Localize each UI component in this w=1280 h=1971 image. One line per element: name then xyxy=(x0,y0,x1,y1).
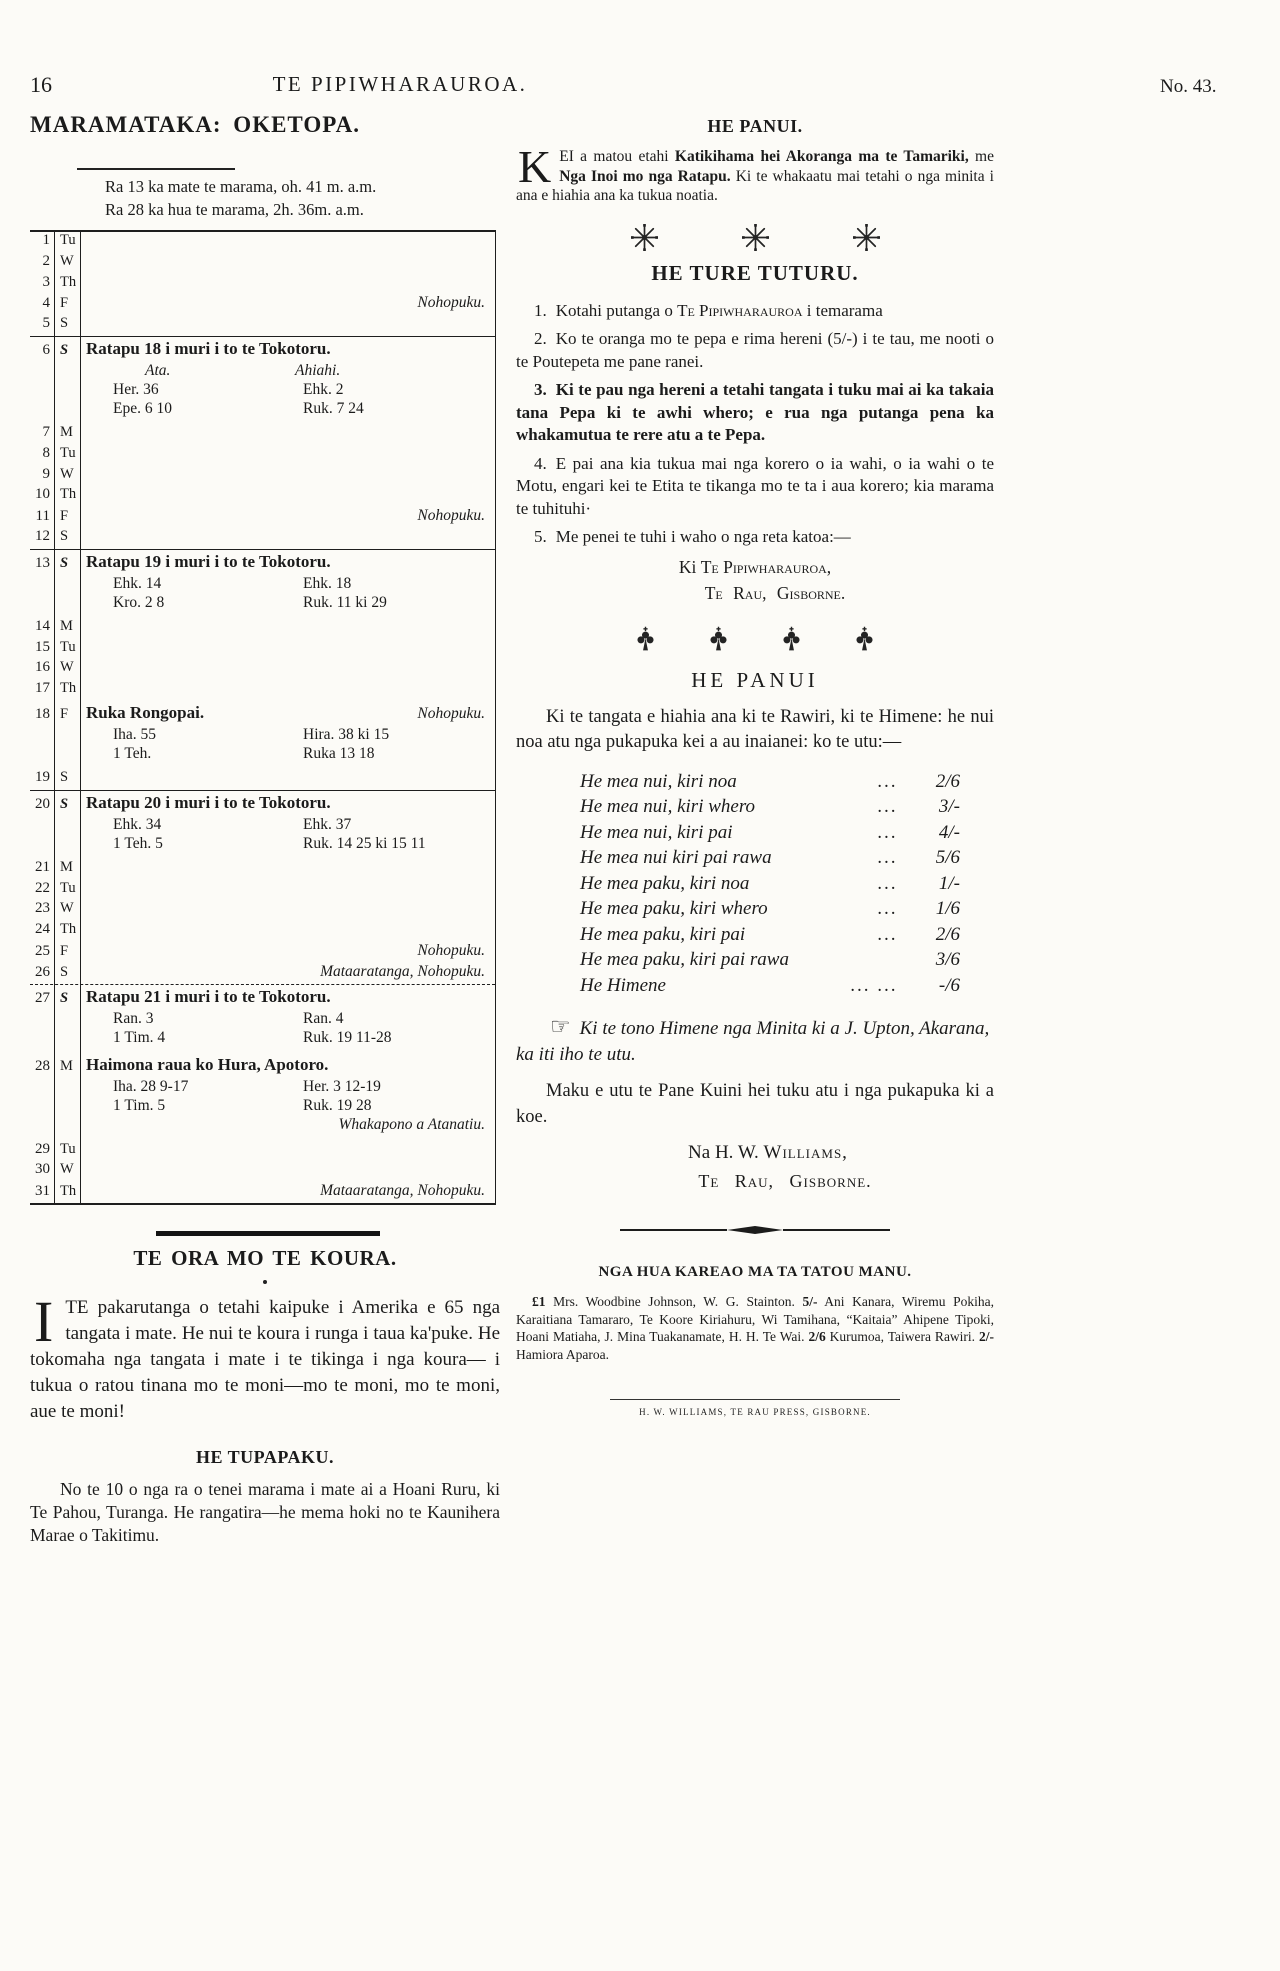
price-value: 3/6 xyxy=(935,949,960,970)
day-letter: W xyxy=(60,465,74,482)
dot-leader: ... ... xyxy=(850,974,898,996)
day-note: Nohopuku. xyxy=(417,704,485,722)
calendar-day-row xyxy=(30,274,495,295)
sunday-block-ratapu-19 xyxy=(30,550,495,618)
calendar-day-row xyxy=(30,942,495,963)
lesson-ref: Ehk. 37 xyxy=(303,815,352,833)
lesson-line xyxy=(30,575,495,594)
price-value: 1/- xyxy=(938,872,960,894)
divider-line xyxy=(620,1229,727,1231)
dot-leader: ... xyxy=(877,898,898,919)
sunday-title: Ratapu 18 i muri i to te Tokotoru. xyxy=(86,338,331,358)
calendar-day-row xyxy=(30,294,495,315)
calendar-day-row xyxy=(30,424,495,445)
day-number: 9 xyxy=(42,465,50,482)
kareao-heading: NGA HUA KAREAO MA TA TATOU MANU. xyxy=(598,1264,912,1280)
fleur-ornament-icon xyxy=(708,626,729,652)
calendar-day-row xyxy=(30,859,495,880)
price-row xyxy=(516,949,994,975)
table-vertical-rule xyxy=(80,232,81,1203)
rule-text: Ki te pau nga hereni a tetahi tangata i tuku mai ai ka takaia tana Pepa ki te awhi whero; e rua nga putanga pena ka whakamutua te rere atu a te Pepa. xyxy=(516,380,994,444)
sunday-title: Ratapu 20 i muri i to te Tokotoru. xyxy=(86,792,331,812)
panui-bold-text: Katikihama hei Akoranga ma te Tamariki, xyxy=(674,148,969,165)
postage-paragraph: Maku e utu te Pane Kuini hei tuku atu i nga pukapuka ki a koe. xyxy=(516,1081,994,1127)
rule-text-smallcaps: Te Pipiwharauroa xyxy=(677,300,803,320)
moon-divider-rule xyxy=(77,168,235,170)
lesson-line xyxy=(30,594,495,613)
moon-phase-line-2: Ra 28 ka hua te marama, 2h. 36m. a.m. xyxy=(105,200,364,219)
day-number: 6 xyxy=(42,341,50,358)
day-number: 10 xyxy=(35,486,50,503)
dot-leader: ... xyxy=(877,796,898,817)
item-number: 5. xyxy=(534,527,547,546)
item-number: 2. xyxy=(534,329,547,348)
lesson-ref: Her. 3 12-19 xyxy=(303,1077,381,1095)
calendar-day-row xyxy=(30,900,495,921)
sunday-head-row xyxy=(30,552,495,575)
calendar-week-4 xyxy=(30,790,495,984)
day-letter: S xyxy=(60,795,69,812)
rule-text: i temarama xyxy=(802,300,883,320)
note-text: Ki te tono Himene nga Minita ki a xyxy=(579,1018,845,1039)
item-number: 4. xyxy=(534,453,547,473)
day-letter: M xyxy=(60,858,73,875)
lesson-ref: Ruk. 19 28 xyxy=(303,1096,372,1114)
table-vertical-rule xyxy=(54,232,55,1203)
price-row xyxy=(516,847,994,873)
lesson-ref: Hira. 38 ki 15 xyxy=(303,725,390,743)
price-item-label: He Himene xyxy=(580,974,666,996)
pointing-hand-icon: ☞ xyxy=(550,1014,571,1039)
day-number: 29 xyxy=(35,1140,50,1157)
sunday-head-row xyxy=(30,339,495,362)
himene-discount-note xyxy=(516,1014,994,1068)
sunday-block-ratapu-21 xyxy=(30,985,495,1053)
day-letter: W xyxy=(60,900,74,917)
calendar-day-row xyxy=(30,1141,495,1162)
day-note: Mataaratanga, Nohopuku. xyxy=(320,962,485,980)
lesson-ref: 1 Tim. 4 xyxy=(113,1028,166,1046)
day-letter: Tu xyxy=(60,232,76,248)
panui-text: Ki te whakaatu mai tetahi o nga minita i ana e hiahia ana ka tukua noatia. xyxy=(516,167,994,204)
feast-block-haimona xyxy=(30,1053,495,1141)
donation-amount: 2/6 xyxy=(808,1329,826,1344)
right-column xyxy=(516,112,994,1417)
day-letter: S xyxy=(60,768,69,785)
day-letter: Th xyxy=(60,680,77,697)
donor-names: Kurumoa, Taiwera Rawiri. xyxy=(825,1329,979,1344)
calendar-day-row xyxy=(30,486,495,507)
day-letter: Tu xyxy=(60,1140,76,1157)
day-letter: F xyxy=(60,295,69,312)
service-column-labels xyxy=(30,362,495,381)
day-number: 31 xyxy=(35,1183,50,1200)
day-number: 7 xyxy=(42,423,50,440)
sunday-head-row xyxy=(30,987,495,1010)
calendar-day-row xyxy=(30,659,495,680)
day-letter: Th xyxy=(60,921,77,938)
day-letter: S xyxy=(60,527,69,544)
printer-imprint: H. W. WILLIAMS, TE RAU PRESS, GISBORNE. xyxy=(639,1407,871,1417)
koura-text: TE pakarutanga o tetahi kaipuke i Amerika e 65 nga tangata i mate. He nui te koura i runga i taua ka'puke. He tokomaha nga tangata i mate i te tikinga i nga koura— i tukua o ratou tinana mo te moni—mo te moni, mo te moni, aue te moni! xyxy=(30,1296,500,1422)
day-letter: S xyxy=(60,315,69,332)
dot-leader: ... xyxy=(877,872,898,894)
lesson-ref: 1 Tim. 5 xyxy=(113,1096,166,1114)
calendar-day-row xyxy=(30,639,495,660)
section-divider xyxy=(620,1226,890,1234)
calendar-table xyxy=(30,230,496,1205)
feast-head-row xyxy=(30,1055,495,1078)
price-value: 1/6 xyxy=(935,898,960,919)
calendar-day-row xyxy=(30,466,495,487)
sunday-block-ratapu-18 xyxy=(30,337,495,424)
lesson-line xyxy=(30,1029,495,1048)
panui-2-intro: Ki te tangata e hiahia ana ki te Rawiri, ki te Himene: he nui noa atu nga pukapuka kei a au inaianei: ko te utu:— xyxy=(516,706,994,752)
panui-bold-text: Nga Inoi mo nga Ratapu. xyxy=(559,167,731,185)
lesson-ref: Iha. 28 9-17 xyxy=(113,1077,189,1095)
evening-column-label: Ahiahi. xyxy=(295,361,341,379)
lesson-line xyxy=(30,381,495,400)
newspaper-title: TE PIPIWHARAUROA. xyxy=(272,72,528,96)
price-value: 2/6 xyxy=(935,770,960,792)
calendar-day-row xyxy=(30,963,495,984)
day-letter: W xyxy=(60,1161,74,1178)
panui-text: me xyxy=(968,148,994,165)
price-value: 5/6 xyxy=(935,847,960,868)
lesson-ref: Her. 36 xyxy=(113,380,159,398)
day-number: 23 xyxy=(35,900,50,917)
day-letter: S xyxy=(60,963,69,980)
rule-item-4 xyxy=(516,453,994,521)
day-letter: M xyxy=(60,1057,73,1074)
day-number: 15 xyxy=(35,638,50,655)
sunday-head-row xyxy=(30,793,495,816)
postal-address-line-1 xyxy=(516,557,994,578)
lesson-ref: 1 Teh. 5 xyxy=(113,834,163,852)
day-number: 28 xyxy=(35,1057,50,1074)
price-row xyxy=(516,822,994,848)
feast-title: Ruka Rongopai. xyxy=(86,702,205,722)
lesson-line xyxy=(30,835,495,854)
rule-item-3 xyxy=(516,379,994,447)
lesson-ref: Ehk. 34 xyxy=(113,815,162,833)
lesson-ref: Ehk. 2 xyxy=(303,380,344,398)
lesson-ref: Epe. 6 10 xyxy=(113,399,172,417)
calendar-day-row xyxy=(30,315,495,336)
day-number: 22 xyxy=(35,879,50,896)
creed-note: Whakapono a Atanatiu. xyxy=(338,1115,485,1133)
lesson-line xyxy=(30,1078,495,1097)
dot-leader: ... xyxy=(877,821,898,843)
morning-column-label: Ata. xyxy=(145,361,171,379)
calendar-day-row xyxy=(30,1182,495,1203)
imprint-rule xyxy=(610,1399,900,1400)
ornament-row xyxy=(516,224,994,251)
day-note: Nohopuku. xyxy=(417,507,485,525)
issue-number: No. 43. xyxy=(1160,76,1217,97)
lesson-ref: Iha. 55 xyxy=(113,725,157,743)
item-number: 1. xyxy=(534,300,547,320)
price-item-label: He mea nui, kiri noa xyxy=(580,770,737,792)
rule-text: Me penei te tuhi i waho o nga reta katoa:— xyxy=(555,527,851,546)
lesson-ref: Ran. 4 xyxy=(303,1009,344,1027)
fleur-ornament-icon xyxy=(635,626,656,652)
price-item-label: He mea paku, kiri noa xyxy=(580,872,750,894)
day-note: Nohopuku. xyxy=(417,941,485,959)
price-item-label: He mea nui, kiri pai xyxy=(580,821,733,843)
day-number: 14 xyxy=(35,617,50,634)
ornament-dot xyxy=(263,1280,267,1284)
rule-text: E pai ana kia tukua mai nga korero o ia wahi, o ia wahi o te Motu, engari kei te Etita te tikanga mo te ta i aua korero; kia marama te tuhituhi· xyxy=(516,453,994,518)
day-number: 30 xyxy=(35,1161,50,1178)
price-value: 4/- xyxy=(938,821,960,843)
day-number: 20 xyxy=(35,795,50,812)
address-name: Te Pipiwharauroa, xyxy=(700,556,832,577)
day-note: Mataaratanga, Nohopuku. xyxy=(320,1182,485,1200)
lesson-ref: Ruk. 14 25 ki 15 11 xyxy=(303,834,426,852)
day-letter: F xyxy=(60,705,69,722)
calendar-day-row xyxy=(30,921,495,942)
day-number: 12 xyxy=(35,527,50,544)
lesson-ref: 1 Teh. xyxy=(113,744,152,762)
calendar-week-5 xyxy=(30,984,495,1203)
day-letter: Tu xyxy=(60,444,76,461)
koura-heading: TE ORA MO TE KOURA. xyxy=(133,1245,397,1270)
price-value: -/6 xyxy=(938,974,960,996)
calendar-day-row xyxy=(30,680,495,701)
price-row xyxy=(516,898,994,924)
day-letter: Th xyxy=(60,486,77,503)
tupapaku-paragraph: No te 10 o nga ra o tenei marama i mate ai a Hoani Ruru, ki Te Pahou, Turanga. He rangatira—he mema hoki no te Kaunihera Marae o Takitimu. xyxy=(30,1478,500,1545)
day-number: 11 xyxy=(35,508,50,525)
day-letter: F xyxy=(60,942,69,959)
rule-item-1 xyxy=(516,300,994,323)
sunday-block-ratapu-20 xyxy=(30,791,495,859)
calendar-day-row xyxy=(30,232,495,253)
price-value: 2/6 xyxy=(935,923,960,945)
donor-names: Mrs. Woodbine Johnson, W. G. Stainton. xyxy=(545,1294,803,1309)
signature-line xyxy=(516,1142,994,1164)
left-column xyxy=(30,112,500,1547)
day-number: 16 xyxy=(35,659,50,676)
day-letter: Tu xyxy=(60,638,76,655)
lesson-ref: Ruk. 11 ki 29 xyxy=(303,593,387,611)
donor-names: Ani Kanara, Wiremu Pokiha, Karaitiana Tamararo, Te Koore Kiriahuru, Wi Tamihana, “Kaitaia” Ahipene Tipoki, Hoani Matiaha, J. Mina Tuakanamate, H. H. Te Wai. xyxy=(516,1294,994,1344)
feast-block-ruka-rongopai xyxy=(30,701,495,769)
lesson-line xyxy=(30,745,495,764)
section-heading-bar xyxy=(156,1231,380,1236)
day-letter: F xyxy=(60,508,69,525)
donation-amount: 5/- xyxy=(802,1294,818,1309)
item-number: 3. xyxy=(534,380,547,399)
calendar-week-1 xyxy=(30,232,495,336)
lesson-line xyxy=(30,400,495,419)
ornament-row xyxy=(516,626,994,652)
lesson-ref: Ruka 13 18 xyxy=(303,744,375,762)
price-item-label: He mea paku, kiri pai rawa xyxy=(580,949,789,970)
lesson-ref: Ran. 3 xyxy=(113,1009,154,1027)
price-row xyxy=(516,796,994,822)
rule-text: Ko te oranga mo te pepa e rima hereni (5/-) i te tau, me nooti o te Poutepeta me pane ranei. xyxy=(516,329,994,371)
maramataka-heading: MARAMATAKA: OKETOPA. xyxy=(30,112,360,137)
sunday-title: Ratapu 21 i muri i to te Tokotoru. xyxy=(86,986,331,1006)
dot-leader: ... xyxy=(877,847,898,868)
day-letter: W xyxy=(60,659,74,676)
day-letter: M xyxy=(60,617,73,634)
price-item-label: He mea nui, kiri whero xyxy=(580,796,756,817)
day-letter: W xyxy=(60,252,74,269)
dot-leader: ... xyxy=(877,770,898,792)
panui-2-heading: HE PANUI xyxy=(691,667,819,692)
feast-head-row xyxy=(30,703,495,726)
price-row xyxy=(516,924,994,950)
drop-cap: K xyxy=(518,141,552,192)
postal-address-line-2: Te Rau, Gisborne. xyxy=(704,582,846,603)
calendar-day-row xyxy=(30,769,495,790)
lesson-ref: Ehk. 14 xyxy=(113,574,162,592)
day-letter: Th xyxy=(60,273,77,290)
lesson-ref: Ruk. 19 11-28 xyxy=(303,1028,392,1046)
note-text: J. Upton, Akarana, ka iti iho te utu. xyxy=(516,1018,990,1065)
signature-place: Te Rau, Gisborne. xyxy=(698,1171,872,1191)
day-number: 27 xyxy=(35,989,50,1006)
panui-heading: HE PANUI. xyxy=(707,116,803,136)
day-letter: S xyxy=(60,554,69,571)
divider-diamond-icon xyxy=(727,1226,783,1234)
day-letter: S xyxy=(60,341,69,358)
day-letter: M xyxy=(60,423,73,440)
day-number: 25 xyxy=(35,942,50,959)
lesson-line xyxy=(30,726,495,745)
lesson-line xyxy=(30,816,495,835)
calendar-day-row xyxy=(30,880,495,901)
koura-paragraph xyxy=(30,1288,500,1425)
panui-text: EI a matou etahi xyxy=(559,148,675,165)
day-number: 21 xyxy=(35,858,50,875)
divider-line xyxy=(783,1229,890,1231)
day-letter: S xyxy=(60,989,69,1006)
snowflake-ornament-icon xyxy=(631,224,658,251)
donor-names: Hamiora Aparoa. xyxy=(516,1346,609,1362)
donation-amount: £1 xyxy=(532,1294,546,1309)
sunday-title: Ratapu 19 i muri i to te Tokotoru. xyxy=(86,551,331,571)
calendar-day-row xyxy=(30,1161,495,1182)
calendar-day-row xyxy=(30,618,495,639)
rule-item-2 xyxy=(516,328,994,373)
lesson-ref: Ruk. 7 24 xyxy=(303,399,364,417)
ture-tuturu-heading: HE TURE TUTURU. xyxy=(651,260,859,285)
day-number: 13 xyxy=(35,554,50,571)
day-number: 24 xyxy=(35,921,50,938)
dot-leader: ... xyxy=(877,923,898,945)
fleur-ornament-icon xyxy=(854,626,875,652)
day-letter: Tu xyxy=(60,879,76,896)
price-row xyxy=(516,975,994,1001)
snowflake-ornament-icon xyxy=(853,224,880,251)
price-item-label: He mea paku, kiri whero xyxy=(580,898,768,919)
address-text: Ki xyxy=(678,556,701,577)
lesson-line xyxy=(30,1010,495,1029)
moon-phase-line-1: Ra 13 ka mate te marama, oh. 41 m. a.m. xyxy=(105,177,377,196)
day-number: 3 xyxy=(42,273,50,290)
price-item-label: He mea paku, kiri pai xyxy=(580,923,746,945)
price-list xyxy=(516,771,994,1001)
lesson-ref: Ehk. 18 xyxy=(303,574,352,592)
calendar-week-3 xyxy=(30,549,495,790)
price-row xyxy=(516,873,994,899)
day-number: 18 xyxy=(35,705,50,722)
kareao-donor-list xyxy=(516,1293,994,1363)
calendar-day-row xyxy=(30,528,495,549)
tupapaku-heading: HE TUPAPAKU. xyxy=(195,1446,334,1467)
calendar-day-row xyxy=(30,445,495,466)
day-number: 8 xyxy=(42,444,50,461)
lesson-ref: Kro. 2 8 xyxy=(113,593,165,611)
day-number: 1 xyxy=(42,232,50,248)
day-number: 2 xyxy=(42,252,50,269)
day-letter: Th xyxy=(60,1183,77,1200)
price-row xyxy=(516,771,994,797)
rule-item-5 xyxy=(516,526,994,549)
signature-name: Williams, xyxy=(763,1142,848,1163)
lesson-line xyxy=(30,1097,495,1116)
panui-paragraph xyxy=(516,141,994,206)
donation-amount: 2/- xyxy=(979,1329,994,1344)
fleur-ornament-icon xyxy=(781,626,802,652)
day-number: 4 xyxy=(42,295,50,312)
day-note: Nohopuku. xyxy=(417,294,485,312)
signature-text: Na H. W. xyxy=(688,1142,764,1163)
calendar-day-row xyxy=(30,507,495,528)
price-item-label: He mea nui kiri pai rawa xyxy=(580,847,772,868)
feast-title: Haimona raua ko Hura, Apotoro. xyxy=(86,1054,329,1074)
drop-cap: I xyxy=(34,1288,54,1354)
price-value: 3/- xyxy=(938,796,960,817)
day-number: 5 xyxy=(42,315,50,332)
day-number: 19 xyxy=(35,768,50,785)
calendar-week-2 xyxy=(30,336,495,549)
calendar-day-row xyxy=(30,253,495,274)
day-number: 17 xyxy=(35,680,50,697)
snowflake-ornament-icon xyxy=(742,224,769,251)
day-number: 26 xyxy=(35,963,50,980)
rule-text: Kotahi putanga o xyxy=(555,300,678,320)
page-number: 16 xyxy=(30,72,52,97)
